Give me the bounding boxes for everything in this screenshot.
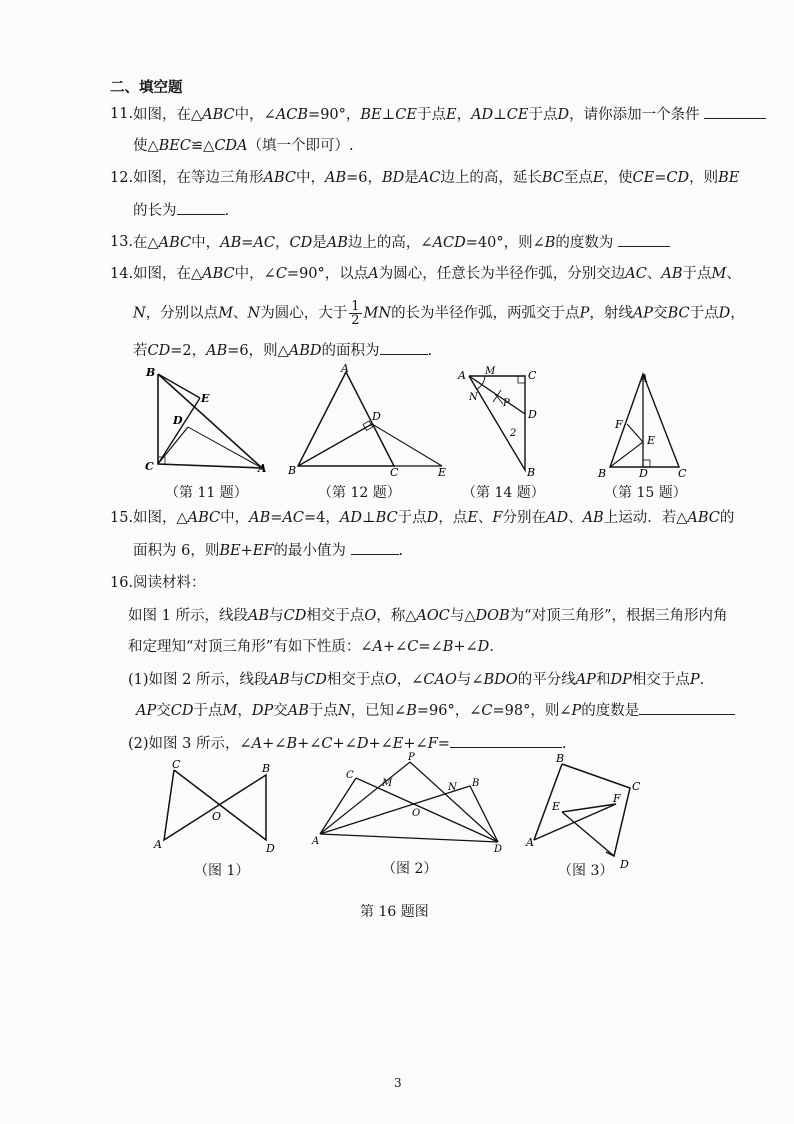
label-E: E: [552, 800, 561, 813]
subquestion-1-cont: AP交CD于点M，DP交AB于点N，已知∠B=96°，∠C=98°，则∠P的度数是: [136, 700, 735, 721]
label-M: M: [382, 778, 393, 789]
label-C: C: [632, 780, 641, 793]
label-D: D: [639, 467, 648, 480]
figure-14: [455, 364, 555, 479]
label-B: B: [288, 464, 297, 477]
caption-figure-14: （第 14 题）: [462, 485, 545, 501]
question-text: N，分别以点M、N为圆心，大于 $\frac{1}{2}$ MN的长为半径作弧，两弧交于点P，射线AP交BC于点D，: [133, 299, 745, 328]
label-B: B: [556, 752, 565, 765]
label-N: N: [448, 782, 457, 793]
answer-blank[interactable]: [639, 700, 735, 715]
question-text: 的长为 .: [133, 200, 229, 221]
figure-15: [595, 364, 695, 479]
label-D: D: [620, 858, 629, 871]
subquestion-2: (2)如图 3 所示，∠A+∠B+∠C+∠D+∠E+∠F= .: [128, 733, 567, 754]
label-A: A: [526, 836, 534, 849]
label-E: E: [201, 392, 210, 405]
label-O: O: [212, 810, 222, 823]
label-O: O: [412, 808, 421, 819]
answer-blank[interactable]: [380, 340, 428, 355]
question-text: 在△ABC中，AB=AC，CD是AB边上的高，∠ACD=40°，则∠B的度数为: [133, 232, 670, 253]
figure-11: [140, 362, 280, 477]
label-A: A: [640, 372, 648, 385]
answer-blank[interactable]: [351, 540, 399, 555]
label-D: D: [266, 842, 275, 855]
figure-12: [288, 362, 453, 477]
question-text: 如图，在△ABC中，∠C=90°，以点A为圆心，任意长为半径作弧，分别交边AC、AB于点M、: [133, 266, 741, 282]
label-C: C: [172, 758, 181, 771]
label-B: B: [527, 466, 536, 479]
answer-blank[interactable]: [704, 104, 766, 119]
section-title: 二、填空题: [110, 80, 183, 96]
question-text: 如图，在△ABC中，∠ACB=90°，BE⊥CE于点E，AD⊥CE于点D，请你添加一个条件: [133, 104, 766, 125]
label-F: F: [615, 418, 623, 431]
question-number: 16.: [110, 575, 134, 591]
label-C: C: [145, 460, 154, 473]
label-E: E: [438, 466, 447, 479]
question-text: 如图，在等边三角形ABC中，AB=6，BD是AC边上的高，延长BC至点E，使CE=CD，则BE: [133, 170, 740, 186]
label-E: E: [647, 434, 656, 447]
label-C: C: [678, 467, 687, 480]
figure-2: [312, 752, 512, 855]
subquestion-1: (1)如图 2 所示，线段AB与CD相交于点O，∠CAO与∠BDO的平分线AP和DP相交于点P.: [128, 672, 705, 688]
caption-figure-2: （图 2）: [382, 861, 438, 877]
question-number: 14.: [110, 266, 134, 282]
label-C: C: [528, 369, 537, 382]
question-text: 如图，△ABC中，AB=AC=4，AD⊥BC于点D，点E、F分别在AD、AB上运动．若△ABC的: [133, 510, 735, 526]
label-A: A: [458, 369, 466, 382]
answer-blank[interactable]: [618, 232, 670, 247]
label-F: F: [613, 792, 621, 805]
reading-text: 如图 1 所示，线段AB与CD相交于点O，称△AOC与△DOB为“对顶三角形”，根据三角形内角: [128, 608, 728, 624]
answer-blank[interactable]: [177, 200, 225, 215]
caption-figure-3: （图 3）: [558, 863, 614, 879]
question-number: 15.: [110, 510, 134, 526]
question-text: 面积为 6，则BE+EF的最小值为 .: [133, 540, 403, 561]
label-B: B: [598, 467, 607, 480]
question-text: 使△BEC≌△CDA（填一个即可）.: [133, 138, 354, 154]
label-B: B: [146, 366, 156, 379]
question-number: 12.: [110, 170, 134, 186]
figure-group-caption: 第 16 题图: [360, 904, 429, 920]
label-B: B: [472, 778, 480, 789]
label-C: C: [390, 466, 399, 479]
caption-figure-15: （第 15 题）: [604, 485, 687, 501]
label-A: A: [258, 462, 267, 475]
label-P: P: [503, 398, 510, 409]
label-P: P: [408, 752, 415, 763]
label-D: D: [173, 414, 183, 427]
figure-1: [150, 760, 280, 855]
label-A: A: [154, 838, 162, 851]
label-N: N: [469, 392, 478, 403]
caption-figure-1: （图 1）: [194, 863, 250, 879]
answer-blank[interactable]: [450, 733, 562, 748]
fraction: $\frac{1}{2}$: [351, 299, 360, 328]
label-M: M: [485, 366, 496, 377]
reading-title: 阅读材料：: [133, 575, 206, 591]
label-B: B: [262, 762, 271, 775]
reading-text: 和定理知“对顶三角形”有如下性质：∠A+∠C=∠B+∠D.: [128, 639, 494, 655]
label-C: C: [346, 770, 354, 781]
question-text: 若CD=2，AB=6，则△ABD的面积为 .: [133, 340, 432, 361]
label-D: D: [528, 408, 537, 421]
label-A: A: [341, 362, 349, 375]
label-D: D: [494, 844, 503, 855]
caption-figure-11: （第 11 题）: [165, 485, 248, 501]
page-number: 3: [394, 1076, 402, 1090]
label-D: D: [372, 410, 381, 423]
label-two: 2: [510, 428, 517, 439]
question-number: 13.: [110, 234, 134, 250]
label-A: A: [312, 836, 320, 847]
question-number: 11.: [110, 106, 134, 122]
caption-figure-12: （第 12 题）: [318, 485, 401, 501]
